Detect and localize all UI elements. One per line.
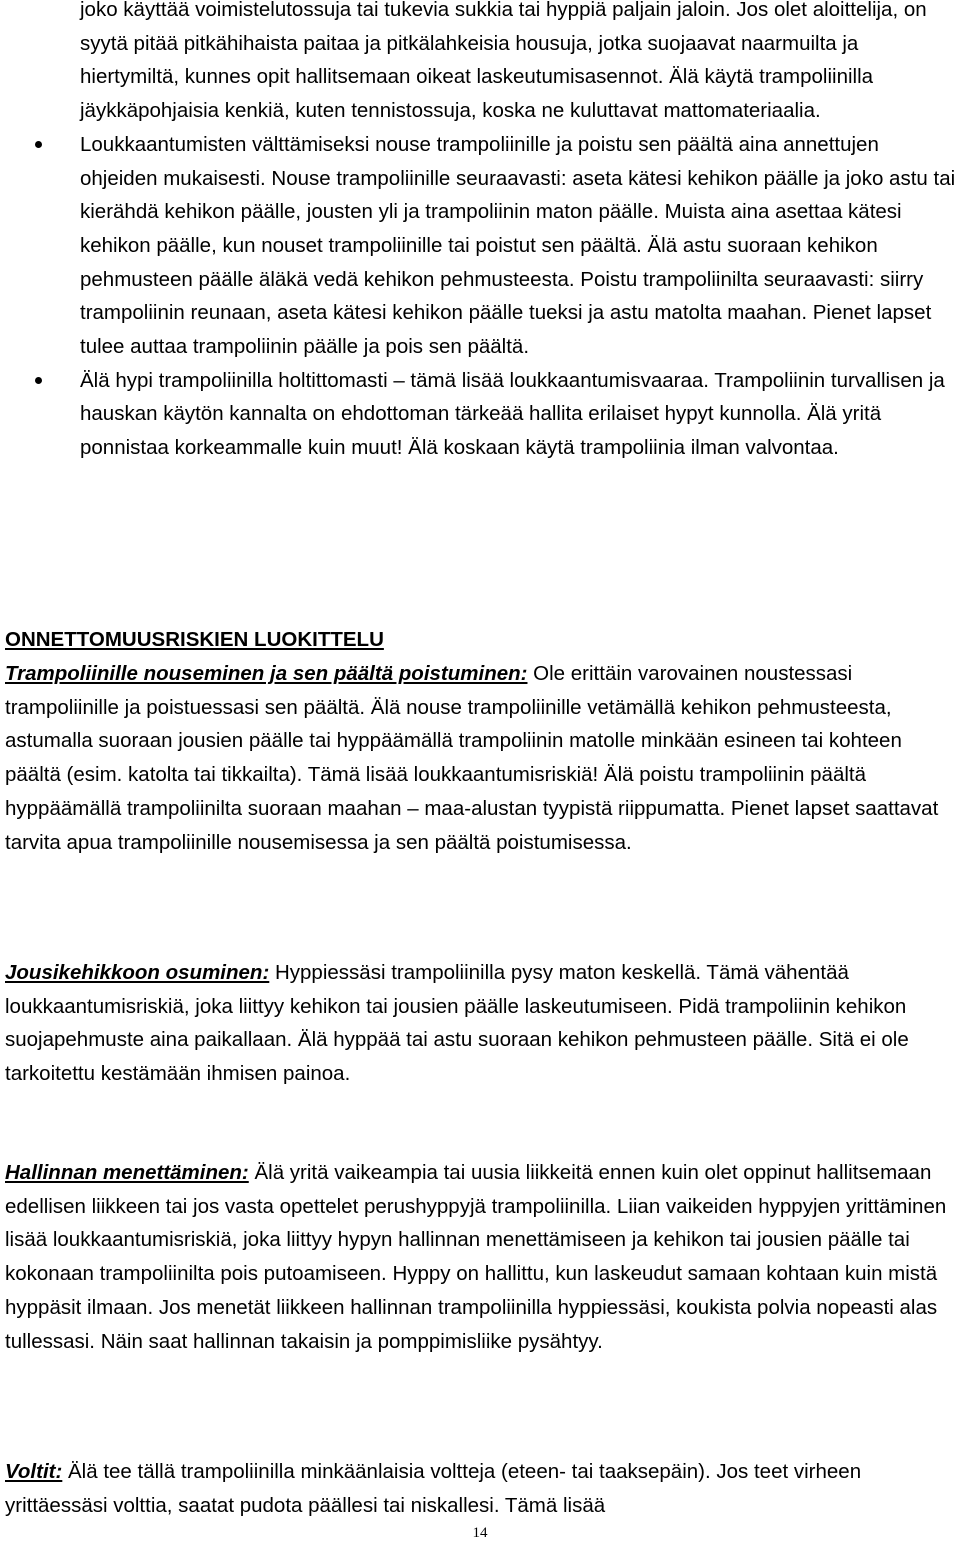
paragraph-lead: Jousikehikkoon osuminen:: [5, 961, 270, 984]
bullet-text: Älä hypi trampoliinilla holtittomasti – tämä lisää loukkaantumisvaaraa. Trampoliinin turvallisen ja hauskan käytön kannalta on ehdottoman tärkeää hallita erilaiset hypyt kunnolla. Älä yritä ponnistaa korkeammalle kuin muut! Älä koskaan käytä trampoliinia ilman valvontaa.: [80, 368, 945, 460]
bullet-text: Loukkaantumisten välttämiseksi nouse trampoliinille ja poistu sen päältä aina annettujen ohjeiden mukaisesti. Nouse trampoliinille seuraavasti: aseta kätesi kehikon päälle ja joko astu tai kierähdä kehikon päälle, jousten yli ja trampoliinin maton päälle. Muista aina asettaa kätesi kehikon päälle, kun nouset trampoliinille tai poistut sen päältä. Älä astu suoraan kehikon pehmusteen päälle äläkä vedä kehikon pehmusteesta. Poistu trampoliinilta seuraavasti: siirry trampoliinin reunaan, aseta kätesi kehikon päälle tueksi ja astu matolta maahan. Pienet lapset tulee auttaa trampoliinin päälle ja pois sen päältä.: [80, 132, 956, 359]
page-number: 14: [472, 1525, 488, 1541]
paragraph-text: Hyppiessäsi trampoliinilla pysy maton keskellä. Tämä vähentää loukkaantumisriskiä, joka liittyy kehikon tai jousien päälle laskeutumiseen. Pidä trampoliinin kehikon suojapehmuste aina paikallaan. Älä hyppää tai astu suoraan kehikon pehmusteen päälle. Sitä ei ole tarkoitettu kestämään ihmisen painoa.: [5, 961, 909, 1086]
paragraph-text: Älä yritä vaikeampia tai uusia liikkeitä ennen kuin olet oppinut hallitsemaan edellisen liikkeen tai jos vasta opettelet perushyppyjä trampoliinilla. Liian vaikeiden hyppyjen yrittäminen lisää loukkaantumisriskiä, joka liittyy hypyn hallinnan menettämiseen ja kehikon tai jousien päälle tai kokonaan trampoliinilta pois putoamiseen. Hyppy on hallittu, kun laskeudut samaan kohtaan kuin mistä hyppäsit ilmaan. Jos menetät liikkeen hallinnan trampoliinilla hyppiessäsi, koukista polvia nopeasti alas tullessasi. Näin saat hallinnan takaisin ja pomppimisliike pysähtyy.: [5, 1161, 947, 1353]
bullet-icon: [35, 377, 42, 384]
bullet-item-footwear: [0, 0, 960, 128]
bullet-item-jumping: [0, 364, 960, 465]
section-heading: ONNETTOMUUSRISKIEN LUOKITTELU: [5, 628, 384, 651]
bullet-icon: [35, 141, 42, 148]
paragraph-mounting-dismounting: [5, 657, 955, 859]
paragraph-lead: Trampoliinille nouseminen ja sen päältä poistuminen:: [5, 662, 528, 685]
bullet-text: joko käyttää voimistelutossuja tai tukevia sukkia tai hyppiä paljain jaloin. Jos olet aloittelija, on syytä pitää pitkähihaista paitaa ja pitkälahkeisia housuja, jotka suojaavat naarmuilta ja hiertymiltä, kunnes opit hallitsemaan oikeat laskeutumisasennot. Älä käytä trampoliinilla jäykkäpohjaisia kenkiä, kuten tennistossuja, koska ne kuluttavat mattomateriaalia.: [80, 0, 927, 123]
paragraph-loss-of-control: [5, 1156, 955, 1358]
paragraph-text: Ole erittäin varovainen noustessasi trampoliinille ja poistuessasi sen päältä. Älä nouse trampoliinille vetämällä kehikon pehmusteesta, astumalla suoraan jousien päälle tai hyppäämällä trampoliinin matolle minkään esineen tai kohteen päältä (esim. katolta tai tikkailta). Tämä lisää loukkaantumisriskiä! Älä poistu trampoliinin päältä hyppäämällä trampoliinilta suoraan maahan – maa-alustan tyypistä riippumatta. Pienet lapset saattavat tarvita apua trampoliinille nousemisessa ja sen päältä poistumisessa.: [5, 662, 939, 854]
paragraph-lead: Voltit:: [5, 1460, 63, 1483]
paragraph-text: Älä tee tällä trampoliinilla minkäänlaisia voltteja (eteen- tai taaksepäin). Jos teet virheen yrittäessäsi volttia, saatat pudota päällesi tai niskallesi. Tämä lisää: [5, 1460, 862, 1517]
paragraph-somersaults: [5, 1455, 955, 1522]
safety-bullet-list: [0, 0, 960, 465]
bullet-item-mounting: [0, 128, 960, 364]
paragraph-frame-contact: [5, 956, 955, 1091]
paragraph-lead: Hallinnan menettäminen:: [5, 1161, 249, 1184]
